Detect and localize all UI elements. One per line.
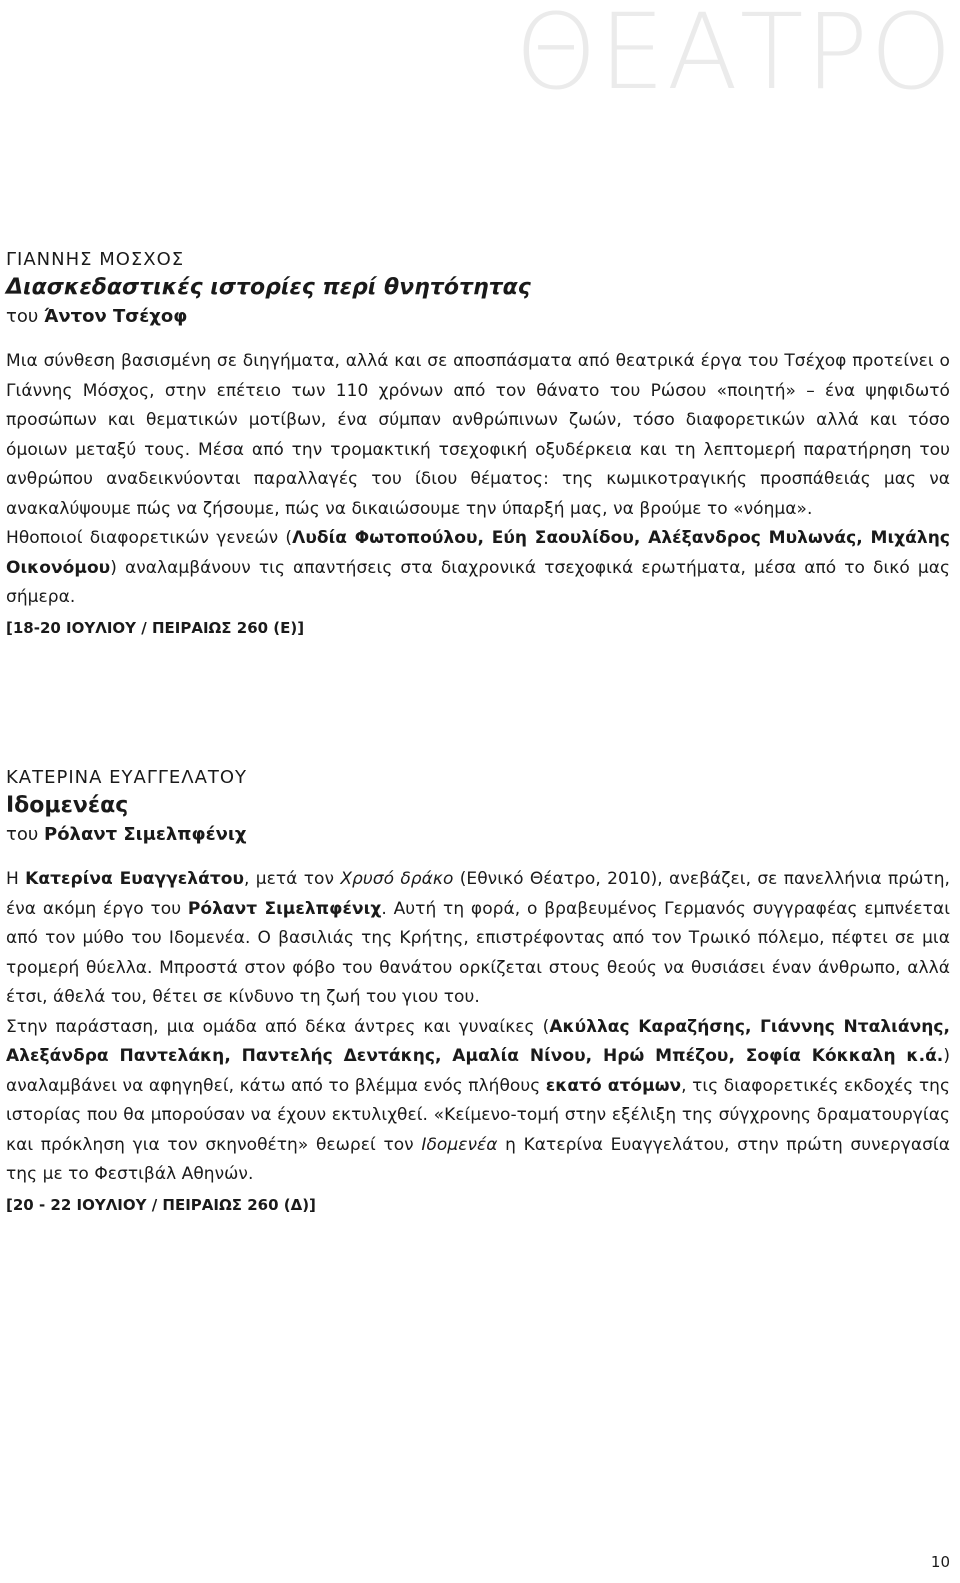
cast-paragraph bbox=[6, 1013, 950, 1190]
director-bold: Κατερίνα Ευαγγελάτου bbox=[25, 869, 244, 889]
event-entry bbox=[6, 247, 950, 641]
author-prefix: του bbox=[6, 824, 44, 845]
cast-names: Ακύλλας Καραζήσης, Γιάννης Νταλιάνης, Αλεξάνδρα Παντελάκη, Παντελής Δεντάκης, Αμαλία Νίνου, Ηρώ Μπέζου, Σοφία Κόκκαλη κ.ά. bbox=[6, 1016, 950, 1066]
dates-venue: [20 - 22 ΙΟΥΛΙΟΥ / ΠΕΙΡΑΙΩΣ 260 (Δ)] bbox=[6, 1195, 316, 1214]
play-author bbox=[6, 303, 950, 331]
description-paragraph bbox=[6, 865, 950, 1013]
work-title-italic: Χρυσό δράκο bbox=[340, 869, 454, 889]
text-span: ) αναλαμβάνουν τις απαντήσεις στα διαχρονικά τσεχοφικά ερωτήματα, μέσα από το δικό μας σήμερα. bbox=[6, 557, 950, 607]
cast-names: Λυδία Φωτοπούλου, Εύη Σαουλίδου, Αλέξανδρος Μυλωνάς, Μιχάλης Οικονόμου bbox=[6, 528, 950, 578]
text-span: , μετά τον bbox=[244, 869, 341, 889]
director-name: ΓΙΑΝΝΗΣ ΜΟΣΧΟΣ bbox=[6, 249, 185, 270]
author-name: Ρόλαντ Σιμελπφένιχ bbox=[44, 824, 247, 845]
description-paragraph: Μια σύνθεση βασισμένη σε διηγήματα, αλλά και σε αποσπάσματα από θεατρικά έργα του Τσέχοφ προτείνει ο Γιάννης Μόσχος, στην επέτειο των 110 χρόνων από τον θάνατο του Ρώσου «ποιητή» – ένα ψηφιδωτό προσώπων και θεματικών μοτίβων, ένα σύμπαν ανθρώπινων ζωών, τόσο διαφορετικών αλλά και τόσο όμοιων μεταξύ τους. Μέσα από την τρομακτική τσεχοφική οξυδέρκεια και τη λεπτομερή παρατήρηση του ανθρώπου αναδεικνύονται παραλλαγές του ίδιου θέματος: της κωμικοτραγικής προσπάθειάς μας να ανακαλύψουμε πώς να ζήσουμε, πώς να δικαιώσουμε την ύπαρξή μας, να βρούμε το «νόημα». bbox=[6, 351, 950, 519]
text-span: (Εθνικό Θέατρο, 2010), ανεβάζει, σε πανελλήνια πρώτη, ένα ακόμη έργο του bbox=[6, 869, 950, 919]
text-span: Στην παράσταση, μια ομάδα από δέκα άντρες και γυναίκες ( bbox=[6, 1016, 550, 1037]
play-title: Διασκεδαστικές ιστορίες περί θνητότητας bbox=[6, 275, 531, 300]
author-bold: Ρόλαντ Σιμελπφένιχ bbox=[187, 898, 382, 919]
director-name: ΚΑΤΕΡΙΝΑ ΕΥΑΓΓΕΛΑΤΟΥ bbox=[6, 767, 248, 788]
event-entry bbox=[6, 765, 950, 1218]
work-title-italic: Ιδομενέα bbox=[421, 1134, 498, 1155]
text-span: Η bbox=[6, 869, 26, 889]
play-title: Ιδομενέας bbox=[6, 793, 129, 818]
section-header: ΘΕΑΤΡΟ bbox=[515, 0, 954, 113]
page-number: 10 bbox=[930, 1553, 950, 1571]
crowd-bold: εκατό ατόμων bbox=[545, 1075, 682, 1096]
text-span: Ηθοποιοί διαφορετικών γενεών ( bbox=[6, 528, 293, 548]
text-span: . Αυτή τη φορά, ο βραβευμένος Γερμανός συγγραφέας εμπνέεται από τον μύθο του Ιδομενέα. Ο βασιλιάς της Κρήτης, επιστρέφοντας από τον Τρωικό πόλεμο, πέφτει σε μια τρομερή θύελλα. Μπροστά στον φόβο του θανάτου ορκίζεται στους θεούς να θυσιάσει έναν άνθρωπο, αλλά έτσι, άθελά του, θέτει σε κίνδυνο τη ζωή του γιου του. bbox=[6, 898, 950, 1007]
text-span: ) αναλαμβάνει να αφηγηθεί, κάτω από το βλέμμα ενός πλήθους bbox=[6, 1046, 950, 1096]
dates-venue: [18-20 ΙΟΥΛΙΟΥ / ΠΕΙΡΑΙΩΣ 260 (Ε)] bbox=[6, 618, 305, 637]
cast-paragraph bbox=[6, 524, 950, 613]
author-name: Άντον Τσέχοφ bbox=[44, 306, 188, 327]
text-span: , τις διαφορετικές εκδοχές της ιστορίας που θα μπορούσαν να έχουν εκτυλιχθεί. «Κείμενο-τομή στην εξέλιξη της σύγχρονης δραματουργίας και πρόκληση για τον σκηνοθέτη» θεωρεί τον bbox=[6, 1075, 950, 1155]
author-prefix: του bbox=[6, 306, 44, 327]
play-author bbox=[6, 821, 950, 849]
text-span: η Κατερίνα Ευαγγελάτου, στην πρώτη συνεργασία της με το Φεστιβάλ Αθηνών. bbox=[6, 1134, 950, 1184]
